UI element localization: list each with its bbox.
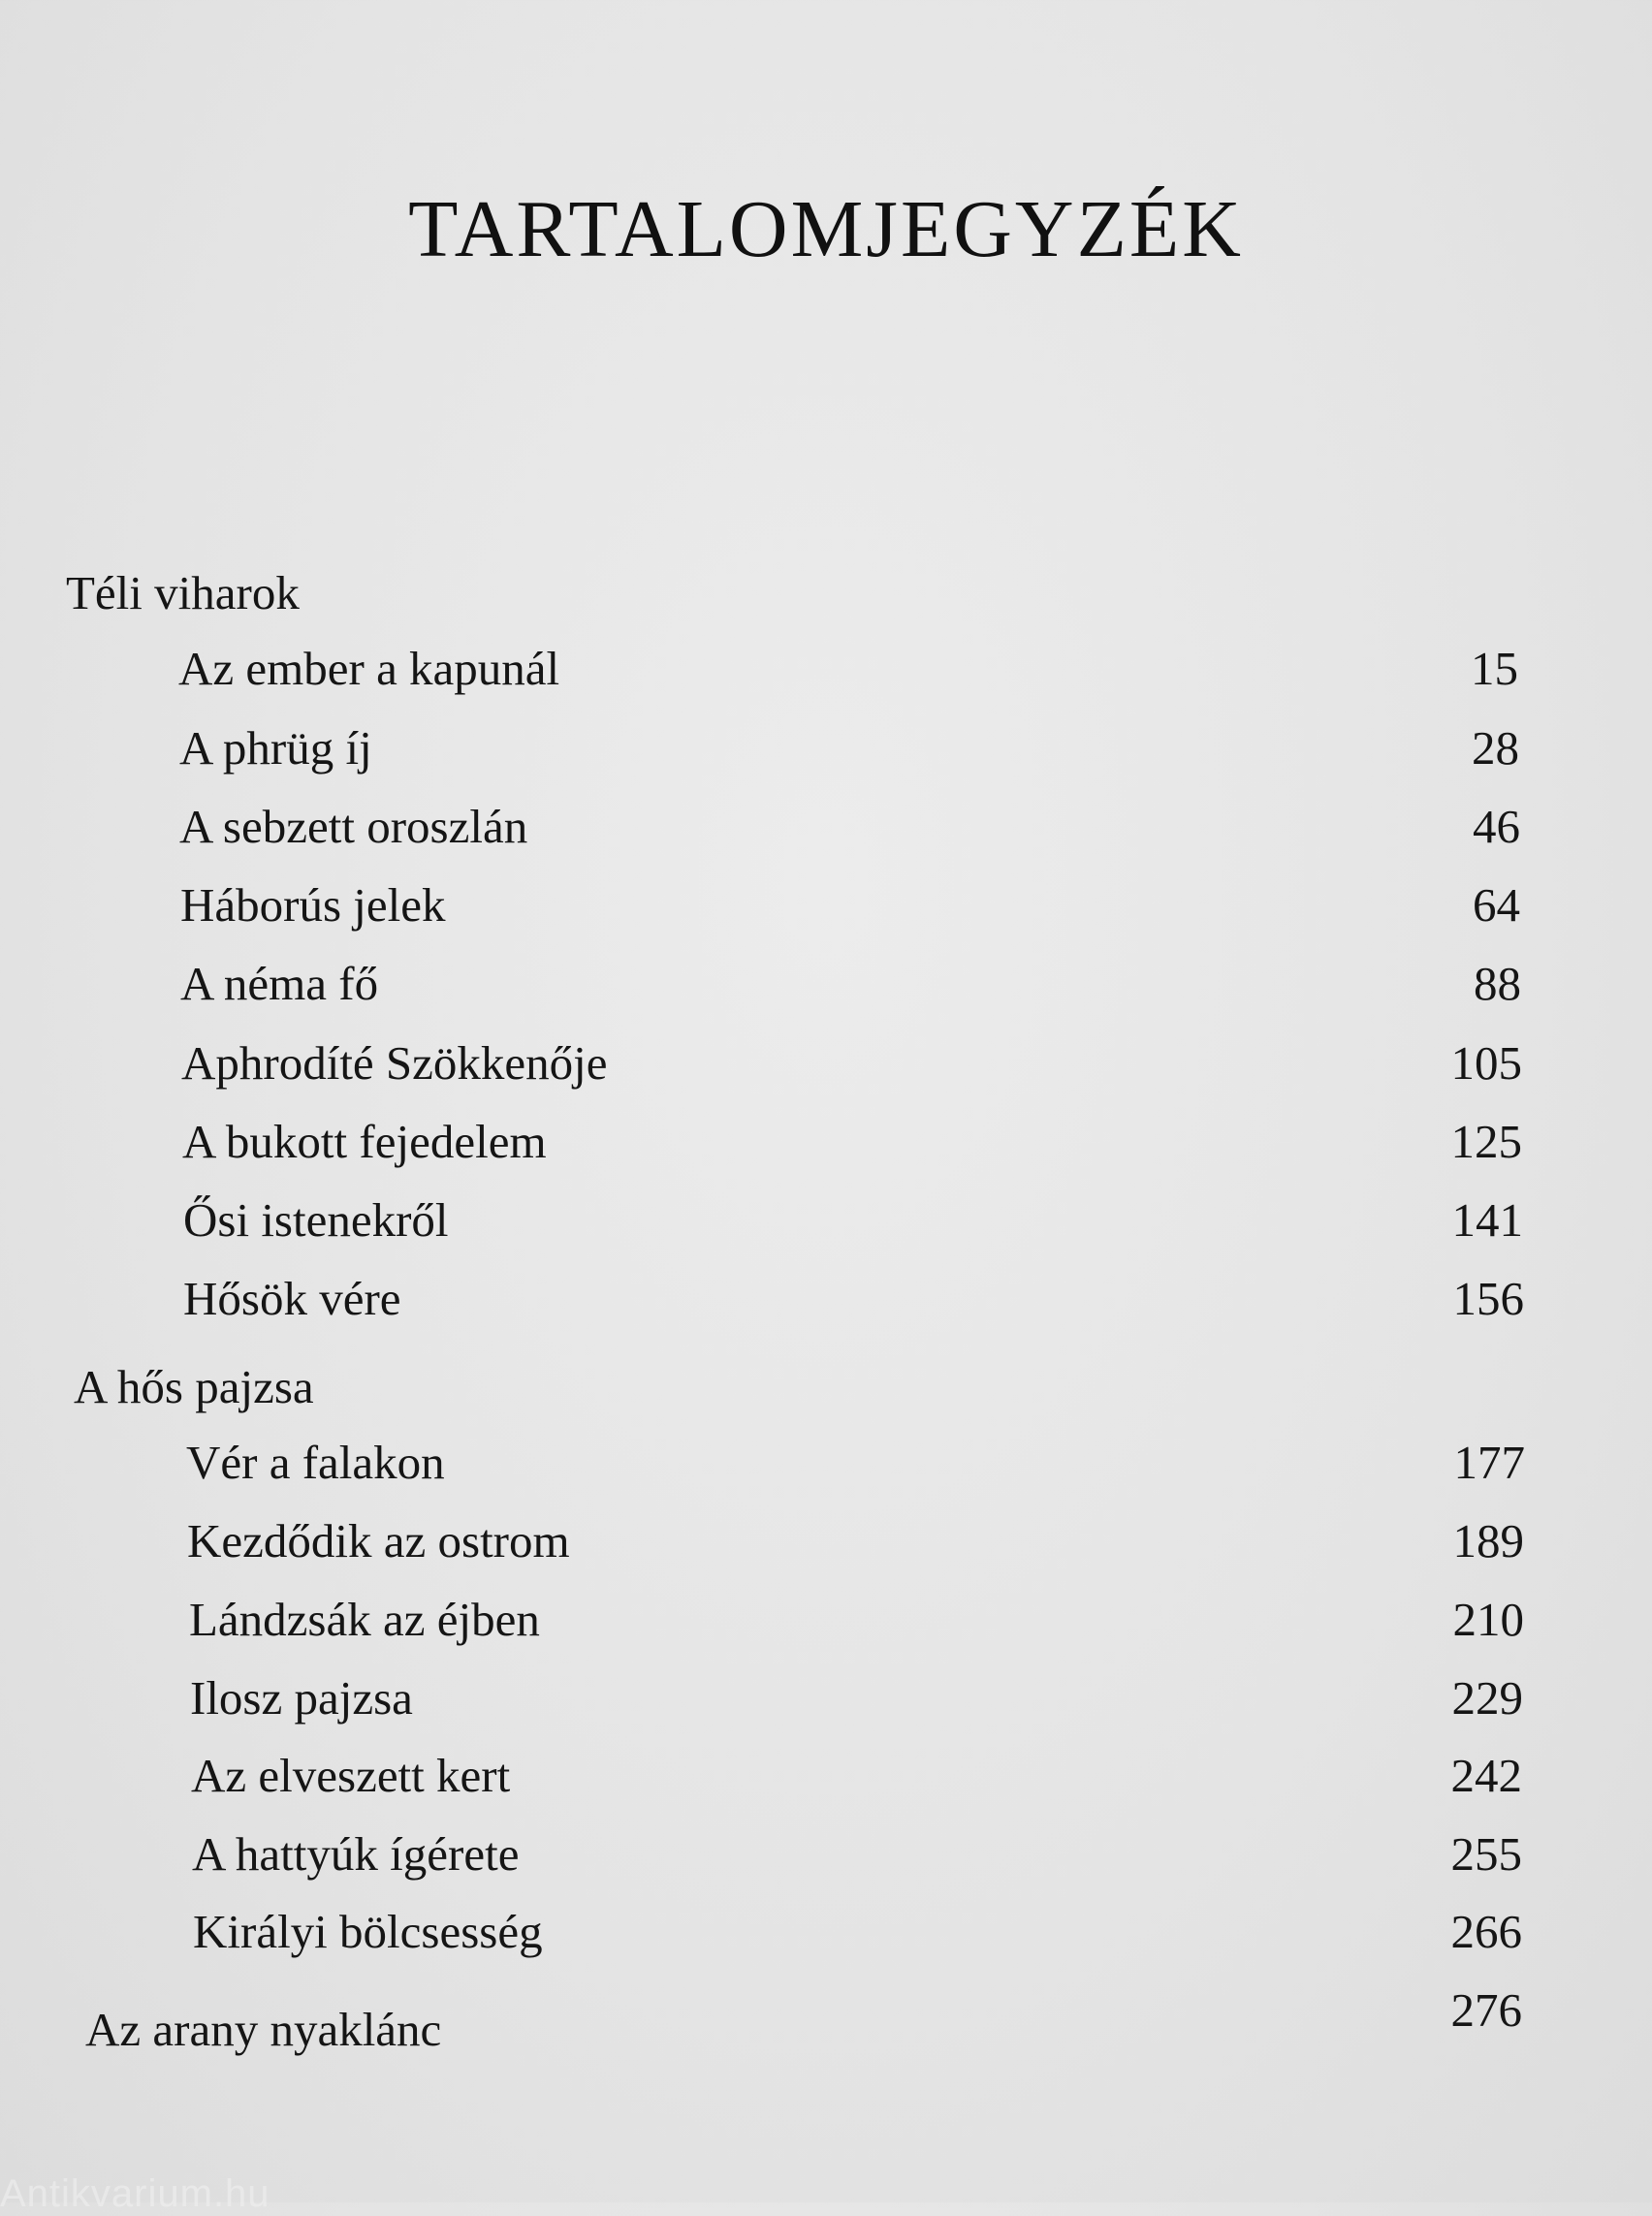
watermark: Antikvarium.hu [0, 2172, 270, 2215]
chapter-title: Aphrodíté Szökkenője [181, 1036, 608, 1090]
chapter-title: Hősök vére [183, 1272, 401, 1325]
chapter-title: A bukott fejedelem [182, 1115, 547, 1168]
toc-entry [0, 1820, 1652, 1888]
section-heading: Téli viharok [66, 566, 300, 619]
page-number: 189 [1452, 1514, 1524, 1567]
chapter-title: Lándzsák az éjben [189, 1593, 540, 1646]
toc-entry [0, 1742, 1652, 1810]
toc-entry [0, 635, 1652, 703]
chapter-title: Kezdődik az ostrom [187, 1514, 570, 1567]
toc-entry [0, 793, 1652, 861]
page-number: 141 [1451, 1193, 1523, 1247]
chapter-title: Vér a falakon [186, 1436, 445, 1489]
page-number: 177 [1453, 1436, 1525, 1489]
section-heading: Az arany nyaklánc [85, 2003, 442, 2056]
page-number: 266 [1450, 1905, 1522, 1958]
chapter-title: A hattyúk ígérete [192, 1827, 520, 1881]
page-number: 242 [1450, 1749, 1522, 1802]
toc-entry [0, 1187, 1652, 1254]
chapter-title: Az elveszett kert [191, 1749, 511, 1802]
section-heading-row [0, 1977, 1652, 2056]
toc-entry [0, 714, 1652, 782]
toc-entry [0, 1429, 1652, 1497]
page-number: 88 [1474, 957, 1521, 1010]
chapter-title: A sebzett oroszlán [179, 800, 528, 853]
toc-entry [0, 1029, 1652, 1097]
page-number: 276 [1450, 1983, 1522, 2037]
page-number: 229 [1451, 1671, 1523, 1725]
toc-entry [0, 1265, 1652, 1333]
page-number: 64 [1473, 878, 1520, 932]
section-heading-row [0, 559, 1652, 627]
toc-entry [0, 950, 1652, 1018]
page-number: 28 [1472, 721, 1519, 775]
page-number: 46 [1473, 800, 1520, 853]
chapter-title: Ősi istenekről [183, 1193, 449, 1247]
chapter-title: Királyi bölcsesség [193, 1905, 543, 1958]
toc-entry [0, 1664, 1652, 1732]
chapter-title: A phrüg íj [179, 721, 372, 775]
page-title: TARTALOMJEGYZÉK [408, 184, 1244, 274]
chapter-title: Ilosz pajzsa [190, 1671, 413, 1725]
page-number: 15 [1471, 642, 1518, 695]
section-heading-row [0, 1353, 1652, 1421]
toc-entry [0, 1586, 1652, 1654]
page-number: 105 [1450, 1036, 1522, 1090]
page-number: 125 [1450, 1115, 1522, 1168]
toc-entry [0, 1507, 1652, 1575]
chapter-title: Háborús jelek [180, 878, 446, 932]
chapter-title: A néma fő [180, 957, 379, 1010]
toc-entry [0, 1898, 1652, 1966]
chapter-title: Az ember a kapunál [178, 642, 560, 695]
page-number: 255 [1450, 1827, 1522, 1881]
toc-entry [0, 871, 1652, 939]
toc-entry [0, 1108, 1652, 1176]
section-heading: A hős pajzsa [74, 1360, 314, 1413]
page-number: 210 [1452, 1593, 1524, 1646]
page-number: 156 [1452, 1272, 1524, 1325]
